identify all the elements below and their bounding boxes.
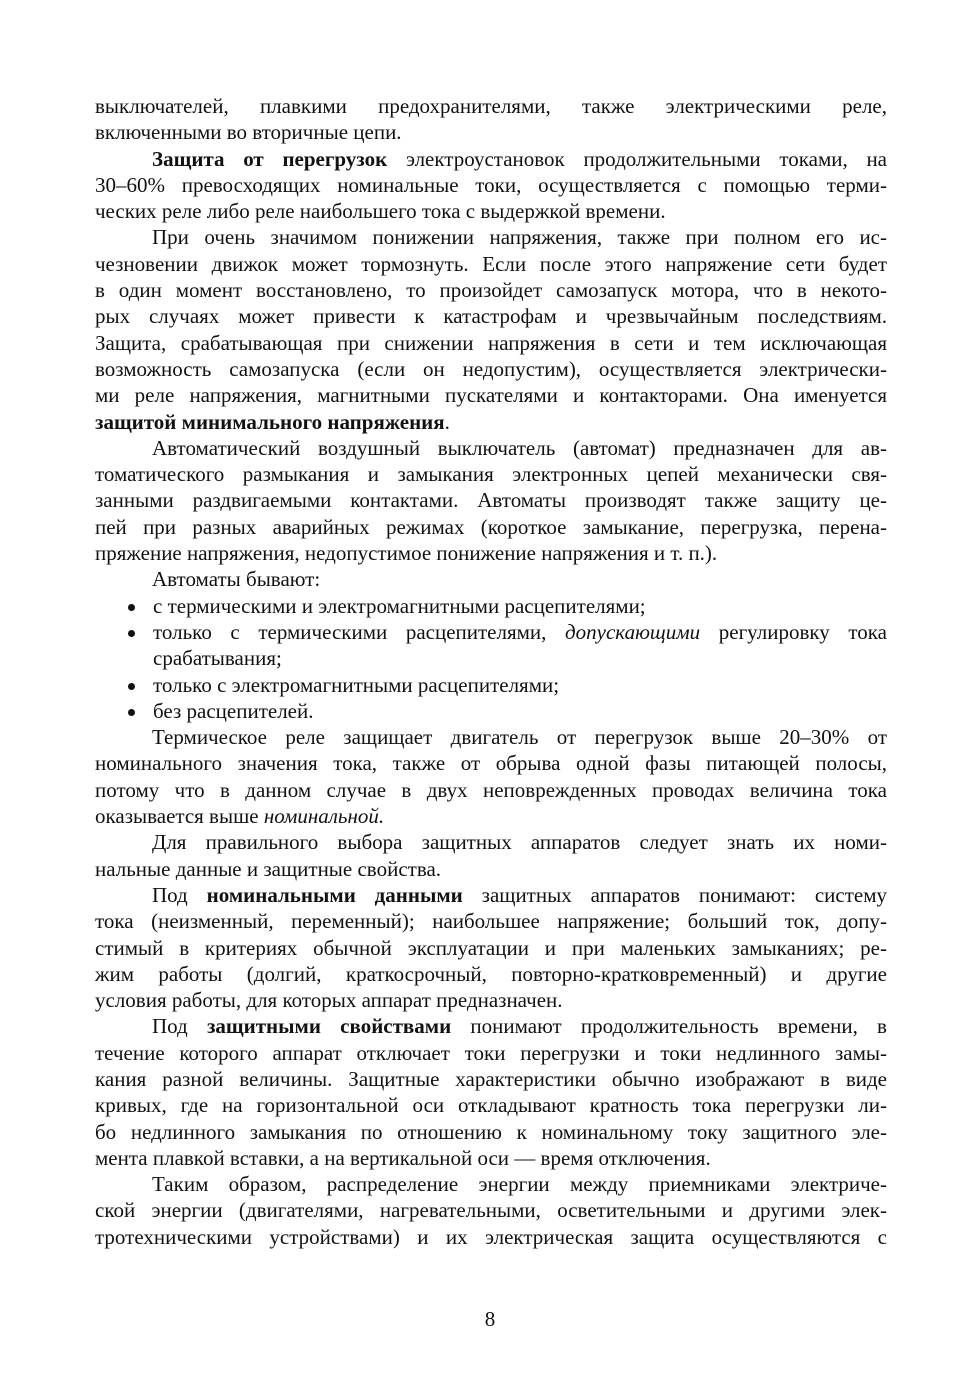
- italic-term: допускающими: [565, 619, 701, 644]
- text-line: жим работы (долгий, краткосрочный, повторно-кратковременный) и другие: [95, 961, 887, 986]
- text-line: Термическое реле защищает двигатель от перегрузок выше 20–30% от: [152, 725, 887, 750]
- text-line: нальные данные и защитные свойства.: [95, 856, 442, 881]
- text-line: рых случаях может привести к катастрофам и чрезвычайным последствиям.: [95, 304, 887, 329]
- paragraph-thermal-relay: [95, 724, 887, 829]
- document-page: [95, 93, 887, 1250]
- text-line: ми реле напряжения, магнитными пускателями и контакторами. Она именуется: [95, 383, 887, 408]
- text-line: выключателей, плавкими предохранителями, также электрическими реле,: [95, 94, 887, 118]
- text-line: Автоматы бывают:: [152, 567, 321, 592]
- bullet-icon: [128, 604, 135, 611]
- text-line: Автоматический воздушный выключатель (автомат) предназначен для ав-: [152, 435, 887, 460]
- list-item: только с электромагнитными расцепителями;: [95, 672, 887, 698]
- paragraph-undervoltage: [95, 224, 887, 434]
- text-line: занными раздвигаемыми контактами. Автоматы производят также защиту це-: [95, 488, 887, 513]
- text-line: пряжение напряжения, недопустимое понижение напряжения и т. п.).: [95, 541, 718, 566]
- text-line: мента плавкой вставки, а на вертикальной оси — время отключения.: [95, 1145, 711, 1170]
- text-line: При очень значимом понижении напряжения, также при полном его ис-: [152, 225, 887, 250]
- text-line: течение которого аппарат отключает токи перегрузки и токи недлинного замы-: [95, 1040, 887, 1065]
- text-line: стимый в критериях обычной эксплуатации и при маленьких замыканиях; ре-: [95, 935, 887, 960]
- paragraph-conclusion: [95, 1171, 887, 1250]
- paragraph-overload-protection: [95, 146, 887, 225]
- text-line: ческих реле либо реле наибольшего тока с выдержкой времени.: [95, 199, 666, 224]
- text-line: оказывается выше номинальной.: [95, 804, 385, 829]
- bold-term: защитой минимального напряжения: [95, 409, 445, 434]
- text-line: Для правильного выбора защитных аппаратов следует знать их номи-: [152, 830, 887, 855]
- text-line: защитой минимального напряжения.: [95, 409, 450, 434]
- text-line: включенными во вторичные цепи.: [95, 120, 402, 145]
- bullet-icon: [128, 683, 135, 690]
- text-line: возможность самозапуска (если он недопустим), осуществляется электрически-: [95, 356, 887, 381]
- text-line: потому что в данном случае в двух неповрежденных проводах величина тока: [95, 777, 887, 802]
- italic-term: номинальной.: [263, 804, 385, 829]
- text-line: номинального значения тока, также от обрыва одной фазы питающей полосы,: [95, 751, 887, 776]
- text-line: 30–60% превосходящих номинальные токи, осуществляется с помощью терми-: [95, 172, 887, 197]
- text-line: кания разной величины. Защитные характеристики обычно изображают в виде: [95, 1066, 887, 1091]
- text-line: ской энергии (двигателями, нагревательными, осветительными и другими элек-: [95, 1198, 887, 1223]
- list-item: с термическими и электромагнитными расцепителями;: [95, 593, 887, 619]
- text-line: Защита от перегрузок электроустановок продолжительными токами, на: [152, 146, 887, 171]
- bullet-list: [95, 593, 887, 724]
- text-line: тротехническими устройствами) и их электрическая защита осуществляются с: [95, 1224, 887, 1249]
- paragraph: [95, 93, 887, 146]
- paragraph-circuit-breaker: [95, 435, 887, 566]
- paragraph-protective-properties: [95, 1013, 887, 1171]
- bullet-icon: [128, 630, 135, 637]
- text-line: Таким образом, распределение энергии между приемниками электриче-: [152, 1172, 887, 1197]
- text-line: условия работы, для которых аппарат предназначен.: [95, 988, 563, 1013]
- bold-term: Защита от перегрузок: [152, 146, 388, 171]
- list-item: без расцепителей.: [95, 698, 887, 724]
- bold-term: защитными свойствами: [206, 1014, 452, 1039]
- text-line: томатического размыкания и замыкания электронных цепей механически свя-: [95, 462, 887, 487]
- text-line: Защита, срабатывающая при снижении напряжения в сети и тем исключающая: [95, 330, 887, 355]
- text-line: пей при разных аварийных режимах (короткое замыкание, перегрузка, перена-: [95, 514, 887, 539]
- text-line: чезновении движок может тормознуть. Если после этого напряжение сети будет: [95, 251, 887, 276]
- text-line: тока (неизменный, переменный); наибольшее напряжение; больший ток, допу-: [95, 909, 887, 934]
- paragraph-selection: [95, 829, 887, 882]
- text-line: в один момент восстановлено, то произойдет самозапуск мотора, что в некото-: [95, 278, 887, 303]
- text-line: Под защитными свойствами понимают продолжительность времени, в: [152, 1014, 887, 1039]
- bullet-icon: [128, 709, 135, 716]
- paragraph-nominal-data: [95, 882, 887, 1013]
- text-line: Под номинальными данными защитных аппаратов понимают: систему: [152, 882, 888, 907]
- text-line: бо недлинного замыкания по отношению к номинальному току защитного эле-: [95, 1119, 887, 1144]
- list-item: только с термическими расцепителями, допускающими регулировку тока: [95, 619, 887, 645]
- text-line: кривых, где на горизонтальной оси откладывают кратность тока перегрузки ли-: [95, 1093, 887, 1118]
- list-item-continuation: срабатывания;: [153, 646, 282, 671]
- page-number: 8: [484, 1307, 496, 1331]
- bold-term: номинальными данными: [206, 882, 463, 907]
- paragraph-list-intro: [95, 566, 887, 592]
